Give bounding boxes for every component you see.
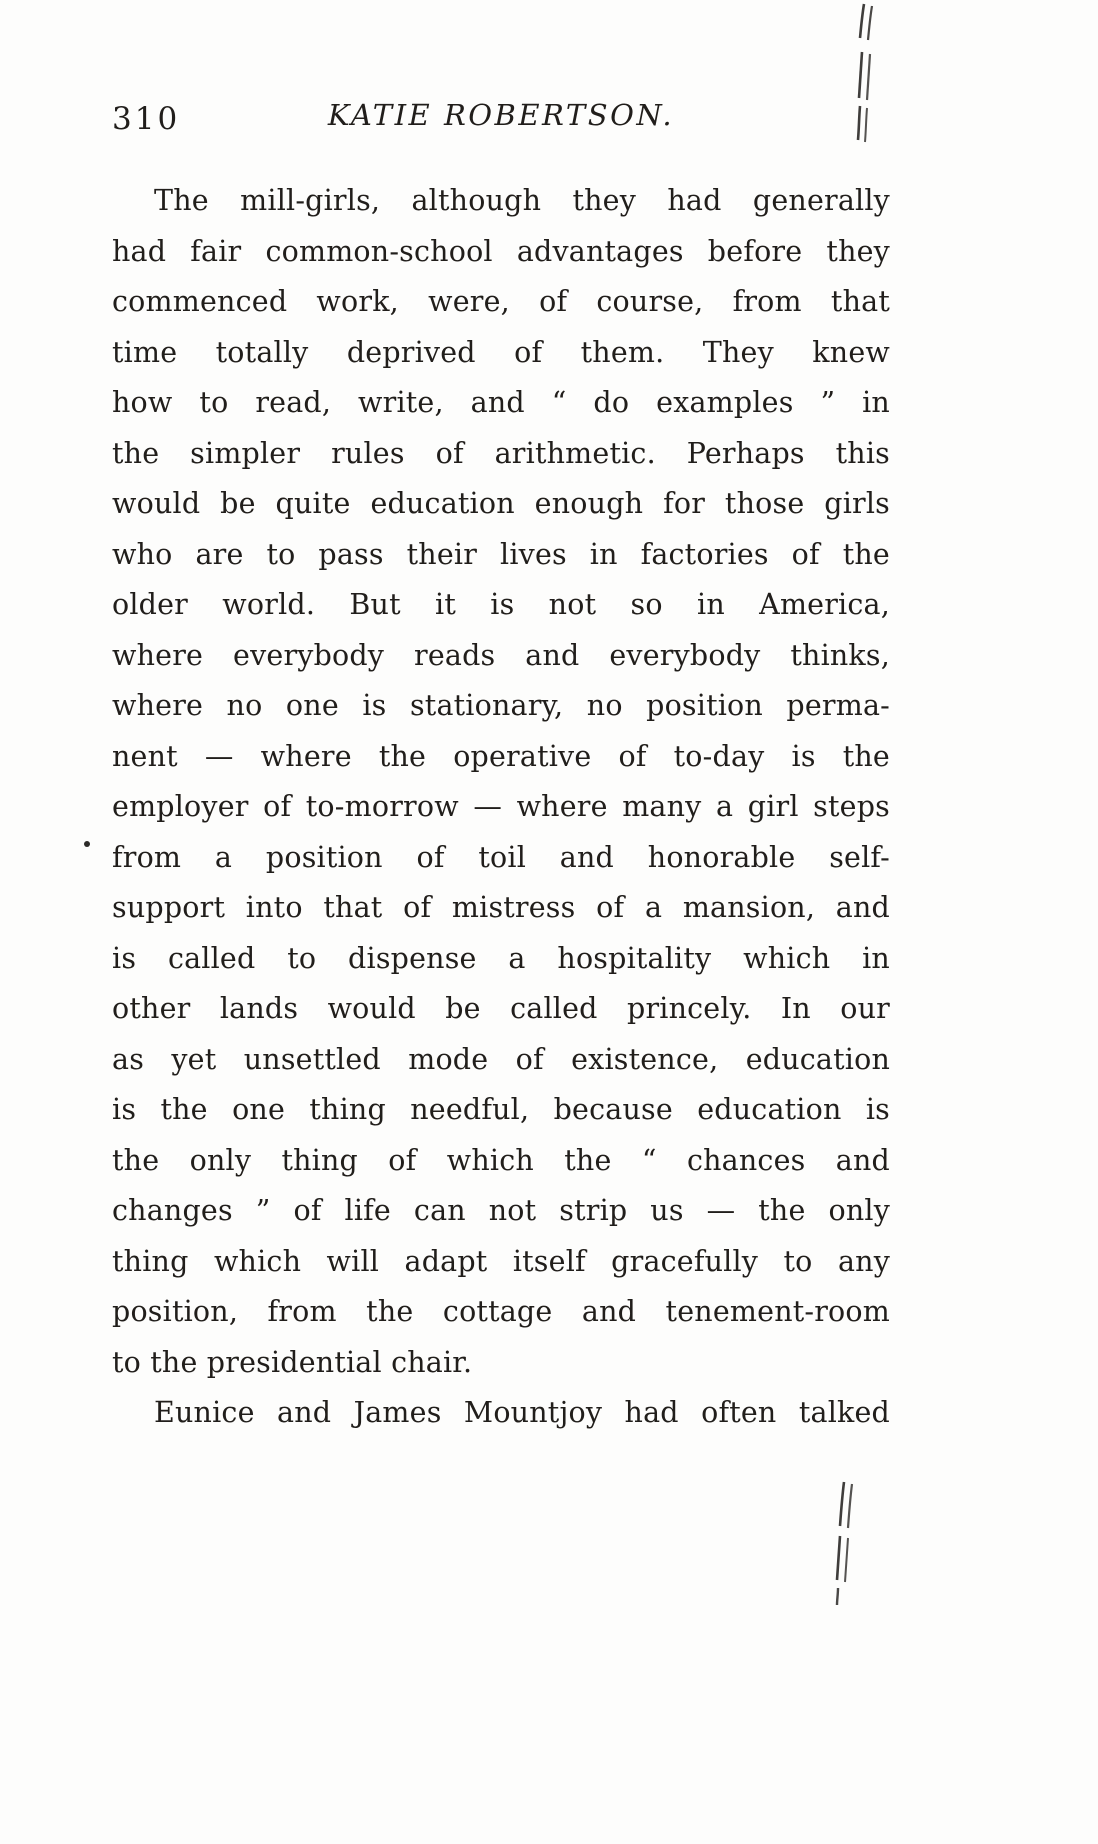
page-header (112, 98, 890, 144)
text-line: would be quite education enough for those girls (112, 487, 890, 520)
text-line: who are to pass their lives in factories of the (112, 537, 890, 571)
scan-ink-marks-bottom (826, 1478, 872, 1608)
text-line: Eunice and James Mountjoy had often talked (154, 1396, 890, 1429)
text-line: other lands would be called princely. In our (112, 992, 890, 1025)
text-line: is called to dispense a hospitality which in (112, 941, 890, 975)
text-line: support into that of mistress of a mansion, and (112, 891, 890, 924)
text-line: to the presidential chair. (112, 1345, 473, 1379)
text-line: where no one is stationary, no position perma- (112, 689, 890, 722)
text-line: older world. But it is not so in America, (112, 588, 890, 621)
text-line: The mill-girls, although they had generally (154, 184, 890, 217)
running-title: KATIE ROBERTSON. (327, 98, 675, 132)
text-line: the simpler rules of arithmetic. Perhaps this (112, 436, 890, 470)
text-line: how to read, write, and “ do examples ” in (112, 386, 890, 419)
text-line: thing which will adapt itself gracefully to any (112, 1244, 890, 1278)
text-line: from a position of toil and honorable self- (112, 840, 890, 874)
text-line: nent — where the operative of to-day is the (112, 739, 890, 773)
page-number: 310 (112, 101, 181, 137)
text-line: commenced work, were, of course, from that (112, 285, 890, 318)
text-line: position, from the cottage and tenement-room (112, 1295, 890, 1328)
text-line: the only thing of which the “ chances and (112, 1143, 890, 1177)
paragraph (112, 176, 890, 1388)
text-block (112, 176, 890, 1439)
ink-speck (84, 841, 90, 847)
text-line: had fair common-school advantages before they (112, 234, 890, 268)
text-line: is the one thing needful, because education is (112, 1093, 890, 1126)
text-line: as yet unsettled mode of existence, education (112, 1042, 890, 1076)
text-line: time totally deprived of them. They knew (112, 335, 890, 369)
text-line: where everybody reads and everybody thinks, (112, 638, 890, 672)
text-line: employer of to-morrow — where many a girl steps (112, 790, 890, 823)
text-line: changes ” of life can not strip us — the only (112, 1194, 890, 1227)
paragraph (112, 1388, 890, 1439)
